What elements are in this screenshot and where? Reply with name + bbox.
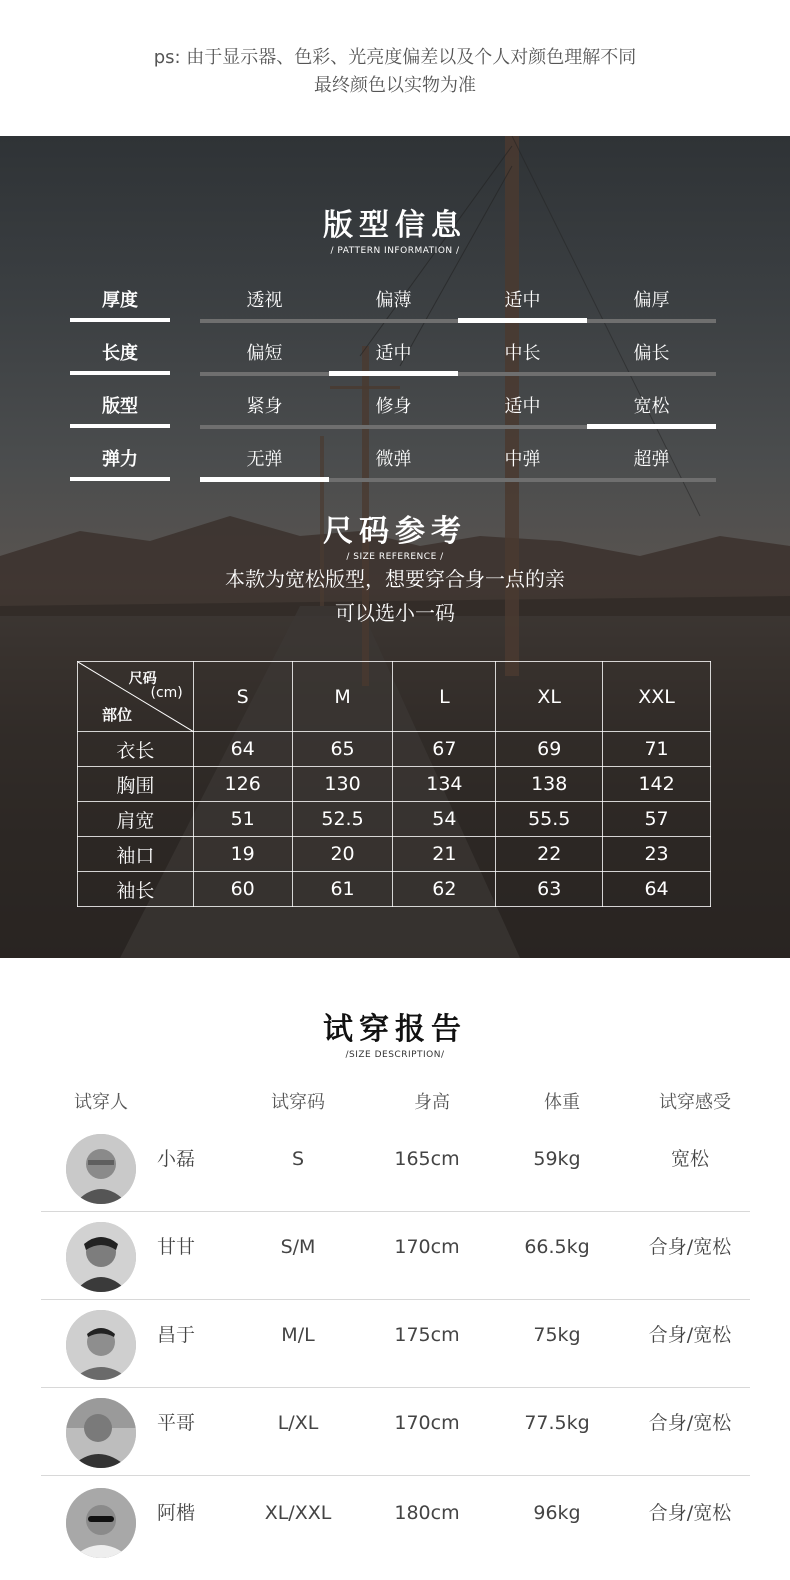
size-row <box>78 732 711 767</box>
person-feel: 合身/宽松 <box>648 1502 732 1524</box>
option-label: 透视 <box>246 290 283 311</box>
report-row <box>41 1300 750 1388</box>
option-label: 偏厚 <box>633 290 670 311</box>
value-cell: 142 <box>603 767 711 802</box>
option-label: 适中 <box>375 343 412 364</box>
pattern-row-thickness <box>0 286 790 330</box>
value-cell: 23 <box>603 837 711 872</box>
person-portrait <box>66 1398 136 1468</box>
corner-unit-label: (cm) <box>150 685 183 701</box>
option-label: 偏长 <box>633 343 670 364</box>
size-row <box>78 837 711 872</box>
pattern-size-panel <box>0 136 790 958</box>
person-size: S/M <box>280 1236 316 1258</box>
size-header-cell: M <box>292 662 393 732</box>
report-row <box>41 1478 750 1558</box>
size-header-cell: XL <box>496 662 603 732</box>
selected-indicator <box>329 371 458 376</box>
value-cell: 67 <box>393 732 496 767</box>
person-weight: 59kg <box>533 1148 581 1170</box>
selected-indicator <box>200 477 329 482</box>
size-advice-line-1: 本款为宽松版型，想要穿合身一点的亲 <box>225 567 565 591</box>
value-cell: 69 <box>496 732 603 767</box>
part-cell: 袖口 <box>78 837 194 872</box>
part-cell: 衣长 <box>78 732 194 767</box>
report-row <box>41 1388 750 1476</box>
option-label: 偏短 <box>246 343 283 364</box>
value-cell: 21 <box>393 837 496 872</box>
value-cell: 51 <box>193 802 292 837</box>
person-portrait <box>66 1134 136 1204</box>
report-header-feel: 试穿感受 <box>659 1092 731 1113</box>
person-name: 阿楷 <box>156 1502 195 1524</box>
value-cell: 62 <box>393 872 496 907</box>
value-cell: 63 <box>496 872 603 907</box>
report-row <box>41 1124 750 1212</box>
pattern-row-label: 厚度 <box>102 290 138 311</box>
person-size: L/XL <box>277 1412 319 1434</box>
corner-part-label: 部位 <box>102 706 133 724</box>
part-cell: 肩宽 <box>78 802 194 837</box>
value-cell: 65 <box>292 732 393 767</box>
person-portrait <box>66 1488 136 1558</box>
report-header-row <box>0 1088 790 1116</box>
value-cell: 60 <box>193 872 292 907</box>
selected-indicator <box>587 424 716 429</box>
disclaimer-line-1: ps: 由于显示器、色彩、光亮度偏差以及个人对颜色理解不同 <box>153 47 637 68</box>
row-divider <box>41 1475 750 1476</box>
value-cell: 52.5 <box>292 802 393 837</box>
value-cell: 54 <box>393 802 496 837</box>
avatar <box>66 1222 136 1292</box>
person-feel: 合身/宽松 <box>648 1236 732 1258</box>
value-cell: 126 <box>193 767 292 802</box>
part-cell: 袖长 <box>78 872 194 907</box>
size-title: 尺码参考 <box>323 514 467 549</box>
size-subtitle: / SIZE REFERENCE / <box>346 552 444 562</box>
option-label: 适中 <box>504 396 541 417</box>
report-header-person: 试穿人 <box>74 1092 128 1113</box>
value-cell: 64 <box>603 872 711 907</box>
value-cell: 22 <box>496 837 603 872</box>
person-weight: 75kg <box>533 1324 581 1346</box>
value-cell: 130 <box>292 767 393 802</box>
person-height: 175cm <box>394 1324 460 1346</box>
value-cell: 20 <box>292 837 393 872</box>
disclaimer-line-2: 最终颜色以实物为准 <box>314 75 476 96</box>
option-label: 微弹 <box>375 449 412 470</box>
size-header-cell: L <box>393 662 496 732</box>
label-underline <box>70 424 170 428</box>
value-cell: 61 <box>292 872 393 907</box>
value-cell: 55.5 <box>496 802 603 837</box>
value-cell: 71 <box>603 732 711 767</box>
size-header-cell: XXL <box>603 662 711 732</box>
person-size: S <box>291 1148 305 1170</box>
part-cell: 胸围 <box>78 767 194 802</box>
size-row <box>78 802 711 837</box>
person-feel: 宽松 <box>670 1148 709 1170</box>
size-row <box>78 872 711 907</box>
pattern-row-elasticity <box>0 445 790 489</box>
avatar <box>66 1310 136 1380</box>
person-height: 170cm <box>394 1236 460 1258</box>
report-header-weight: 体重 <box>544 1092 580 1113</box>
size-advice <box>0 562 790 630</box>
size-advice-line-2: 可以选小一码 <box>335 601 455 625</box>
person-weight: 66.5kg <box>524 1236 590 1258</box>
option-label: 无弹 <box>246 449 283 470</box>
value-cell: 19 <box>193 837 292 872</box>
label-underline <box>70 371 170 375</box>
person-height: 180cm <box>394 1502 460 1524</box>
person-height: 165cm <box>394 1148 460 1170</box>
pattern-row-label: 版型 <box>102 396 138 417</box>
label-underline <box>70 477 170 481</box>
option-track <box>200 372 716 376</box>
value-cell: 64 <box>193 732 292 767</box>
pattern-title: 版型信息 <box>323 208 467 243</box>
person-name: 平哥 <box>156 1412 195 1434</box>
size-row <box>78 767 711 802</box>
report-header-size: 试穿码 <box>271 1092 325 1113</box>
person-size: M/L <box>281 1324 315 1346</box>
avatar <box>66 1398 136 1468</box>
size-header-cell: S <box>193 662 292 732</box>
person-portrait <box>66 1222 136 1292</box>
person-height: 170cm <box>394 1412 460 1434</box>
report-subtitle: /SIZE DESCRIPTION/ <box>345 1050 445 1060</box>
color-disclaimer <box>0 44 790 100</box>
pattern-row-length <box>0 339 790 383</box>
avatar <box>66 1488 136 1558</box>
option-label: 宽松 <box>633 396 670 417</box>
size-header-row <box>78 662 711 732</box>
option-label: 超弹 <box>633 449 670 470</box>
value-cell: 134 <box>393 767 496 802</box>
person-name: 昌于 <box>156 1324 195 1346</box>
option-label: 中弹 <box>504 449 541 470</box>
option-label: 偏薄 <box>375 290 412 311</box>
person-feel: 合身/宽松 <box>648 1412 732 1434</box>
person-portrait <box>66 1310 136 1380</box>
avatar <box>66 1134 136 1204</box>
size-reference-heading <box>0 506 790 562</box>
person-size: XL/XXL <box>264 1502 332 1524</box>
corner-size-label: 尺码 <box>128 671 157 687</box>
size-chart-table <box>77 661 711 907</box>
selected-indicator <box>458 318 587 323</box>
option-label: 中长 <box>504 343 541 364</box>
report-header-height: 身高 <box>414 1092 450 1113</box>
person-name: 甘甘 <box>156 1236 195 1258</box>
value-cell: 57 <box>603 802 711 837</box>
pattern-subtitle: / PATTERN INFORMATION / <box>330 246 460 256</box>
option-label: 紧身 <box>246 396 283 417</box>
person-weight: 77.5kg <box>524 1412 590 1434</box>
option-label: 修身 <box>375 396 412 417</box>
size-corner-cell <box>78 662 194 732</box>
value-cell: 138 <box>496 767 603 802</box>
pattern-row-label: 长度 <box>102 343 138 364</box>
report-title: 试穿报告 <box>323 1012 467 1047</box>
pattern-row-label: 弹力 <box>102 449 138 470</box>
person-weight: 96kg <box>533 1502 581 1524</box>
option-label: 适中 <box>504 290 541 311</box>
person-feel: 合身/宽松 <box>648 1324 732 1346</box>
report-row <box>41 1212 750 1300</box>
try-on-report-heading <box>0 1004 790 1060</box>
pattern-info-heading <box>0 200 790 256</box>
label-underline <box>70 318 170 322</box>
pattern-row-fit <box>0 392 790 436</box>
person-name: 小磊 <box>156 1148 195 1170</box>
